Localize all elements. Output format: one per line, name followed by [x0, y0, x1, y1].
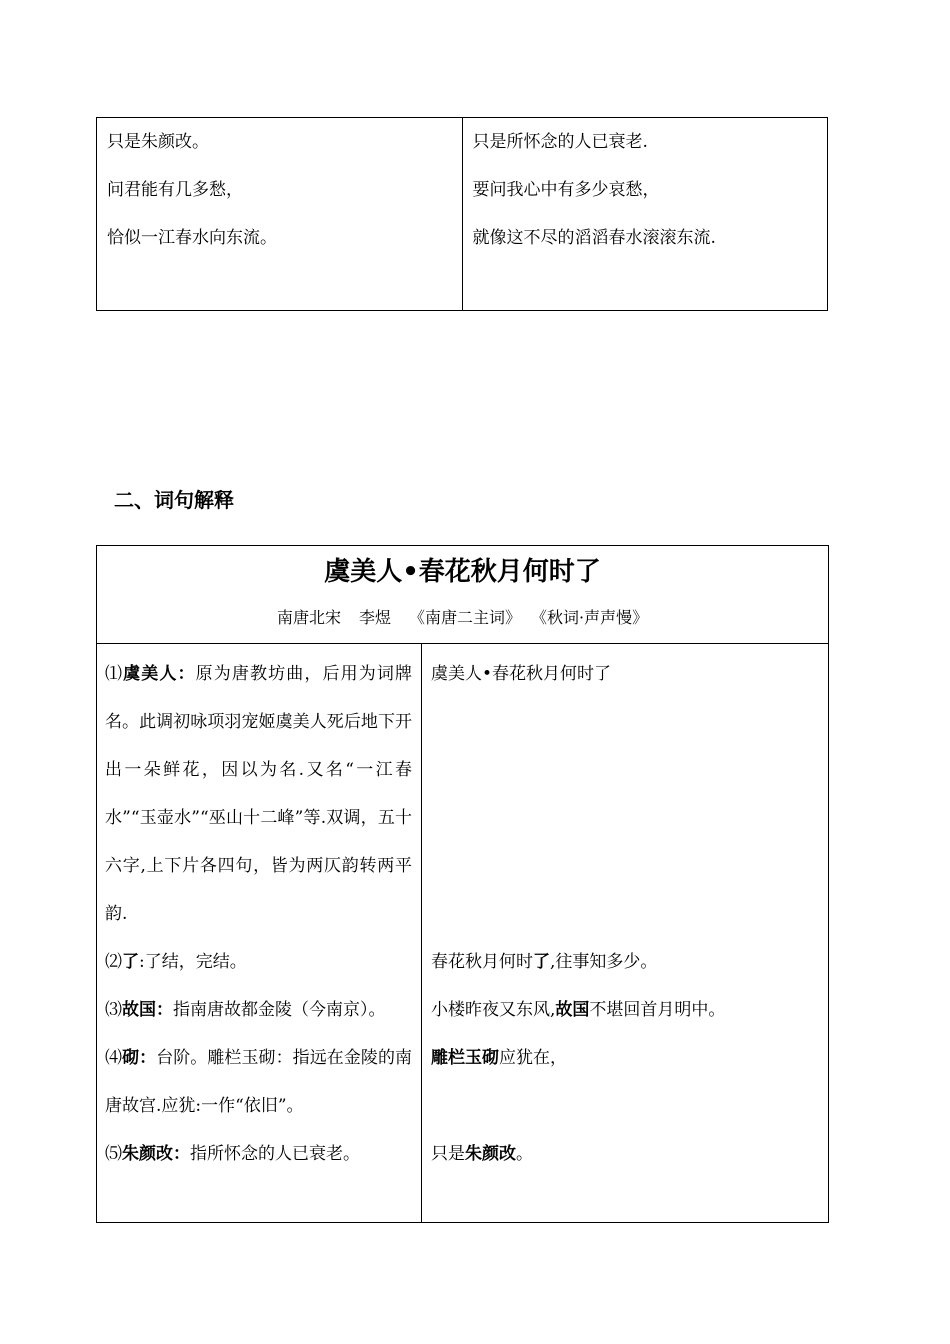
poem-line-text: 小楼昨夜又东风, [431, 1000, 556, 1020]
note-term: 砌： [122, 1048, 157, 1068]
original-line: 恰似一江春水向东流。 [107, 228, 277, 248]
original-line: 问君能有几多愁， [107, 180, 243, 200]
original-line: 只是朱颜改。 [107, 132, 209, 152]
section-heading: 二、词句解释 [114, 488, 234, 512]
note-item [105, 1034, 412, 1130]
translation-table [96, 117, 828, 311]
explanation-table [96, 545, 829, 1223]
note-term: 了 [122, 952, 139, 972]
note-term: 虞美人： [123, 664, 196, 684]
note-text: :了结，完结。 [139, 952, 247, 972]
note-term: 朱颜改： [122, 1144, 190, 1164]
note-number: ⑸ [105, 1144, 122, 1164]
poem-line [431, 986, 820, 1034]
poem-author: 李煜 [358, 608, 391, 627]
poem-line-text: 应犹在， [499, 1048, 567, 1068]
note-text: 原为唐教坊曲，后用为词牌名。此调初咏项羽宠姬虞美人死后地下开出一朵鲜花，因以为名.又名“一江春水”“玉壶水”“巫山十二峰”等.双调，五十六字,上下片各四句，皆为两仄韵转两平韵. [105, 664, 412, 924]
poem-era: 南唐北宋 [276, 608, 341, 627]
note-item [105, 1130, 412, 1178]
poem-line-text: 。 [516, 1144, 533, 1164]
note-term: 故国： [122, 1000, 173, 1020]
poem-line-text: ,往事知多少。 [550, 952, 658, 972]
poem-header-cell [97, 546, 829, 644]
note-text: 指南唐故都金陵（今南京）。 [173, 1000, 386, 1020]
poem-title: 虞美人•春花秋月何时了 [324, 557, 601, 587]
poem-line-text: 不堪回首月明中。 [589, 1000, 726, 1020]
translation-line: 就像这不尽的滔滔春水滚滚东流. [472, 228, 716, 248]
note-number: ⑶ [105, 1000, 122, 1020]
note-item [105, 986, 412, 1034]
poem-meta [97, 606, 828, 630]
note-item [105, 938, 412, 986]
translation-line: 只是所怀念的人已衰老. [472, 132, 648, 152]
note-item [105, 650, 412, 938]
poem-line [431, 1130, 820, 1178]
poem-line-term: 朱颜改 [465, 1144, 516, 1164]
translation-text-cell [462, 118, 828, 311]
note-number: ⑴ [105, 664, 124, 684]
note-number: ⑷ [105, 1048, 123, 1068]
poem-lines-cell [422, 644, 829, 1223]
poem-line-term: 了 [533, 952, 550, 972]
original-text-cell [97, 118, 463, 311]
poem-line-term: 故国 [555, 1000, 590, 1020]
poem-title-line: 虞美人•春花秋月何时了 [431, 664, 612, 684]
poem-line-text: 只是 [431, 1144, 465, 1164]
translation-line: 要问我心中有多少哀愁， [472, 180, 660, 200]
note-text: 指所怀念的人已衰老。 [190, 1144, 360, 1164]
note-text: 台阶。雕栏玉砌：指远在金陵的南唐故宫.应犹:一作“依旧”。 [105, 1048, 413, 1116]
poem-line-text: 春花秋月何时 [431, 952, 533, 972]
poem-line [431, 938, 820, 986]
poem-line-term: 雕栏玉砌 [431, 1048, 499, 1068]
note-number: ⑵ [105, 952, 122, 972]
related-work: 《秋词·声声慢》 [538, 608, 649, 627]
notes-cell [97, 644, 422, 1223]
poem-collection: 《南唐二主词》 [408, 608, 521, 627]
poem-line [431, 1034, 820, 1082]
